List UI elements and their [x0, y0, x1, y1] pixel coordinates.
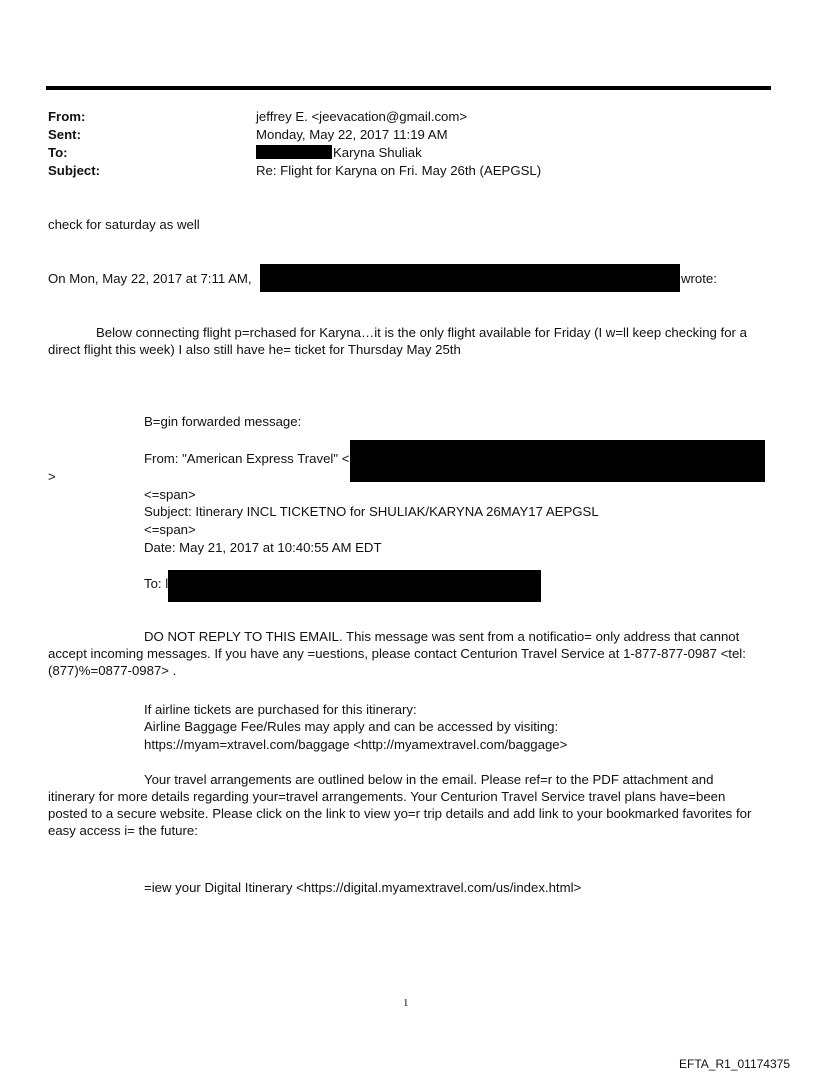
reply-text: check for saturday as well	[48, 217, 200, 232]
redaction-forward-to	[168, 570, 541, 602]
forward-begin: B=gin forwarded message:	[144, 414, 302, 429]
baggage-link: https://myam=xtravel.com/baggage <http://myamextravel.com/baggage>	[144, 737, 568, 752]
forward-subject: Subject: Itinerary INCL TICKETNO for SHULIAK/KARYNA 26MAY17 AEPGSL	[144, 504, 599, 519]
forward-from: From: "American Express Travel" <	[144, 451, 350, 466]
subject-label: Subject:	[48, 163, 101, 178]
baggage-line-1: If airline tickets are purchased for this itinerary:	[144, 702, 417, 717]
forward-gt: >	[48, 469, 56, 484]
span-line-2: <=span>	[144, 522, 196, 537]
forward-to: To: l	[144, 576, 169, 591]
baggage-line-2: Airline Baggage Fee/Rules may apply and can be accessed by visiting:	[144, 719, 559, 734]
header-rule	[46, 86, 771, 90]
sent-label: Sent:	[48, 127, 81, 142]
quote-suffix: wrote:	[681, 271, 717, 286]
page-number: 1	[403, 997, 409, 1009]
from-value: jeffrey E. <jeevacation@gmail.com>	[256, 109, 468, 124]
to-value: Karyna Shuliak	[333, 145, 422, 160]
quote-prefix: On Mon, May 22, 2017 at 7:11 AM,	[48, 271, 252, 286]
redaction-quote-sender	[260, 264, 680, 292]
digital-itinerary-link: =iew your Digital Itinerary <https://digital.myamextravel.com/us/index.html>	[144, 880, 582, 895]
span-line-1: <=span>	[144, 487, 196, 502]
redaction-to	[256, 145, 332, 159]
connecting-flight-paragraph: Below connecting flight p=rchased for Karyna…it is the only flight available for Friday (I w=ll keep checking for a direct flight this week) I also still have he= ticket for Thursday May 25th	[48, 325, 747, 357]
do-not-reply-paragraph: DO NOT REPLY TO THIS EMAIL. This message was sent from a notificatio= only address that cannot accept incoming messages. If you have any =uestions, please contact Centurion Travel Service at 1-877-877-0987 <tel:(877)%=0877-0987> .	[48, 629, 746, 678]
forward-date: Date: May 21, 2017 at 10:40:55 AM EDT	[144, 540, 382, 555]
redaction-forward-from	[350, 440, 765, 482]
subject-value: Re: Flight for Karyna on Fri. May 26th (AEPGSL)	[256, 163, 542, 178]
bates-number: EFTA_R1_01174375	[679, 1057, 790, 1071]
to-label: To:	[48, 145, 68, 160]
travel-arrangements-paragraph: Your travel arrangements are outlined below in the email. Please ref=r to the PDF attachment and itinerary for more details regarding your=travel arrangements. Your Centurion Travel Service travel plans have=been posted to a secure website. Please click on the link to view yo=r trip details and add link to your bookmarked favorites for easy access i= the future:	[48, 772, 752, 838]
sent-value: Monday, May 22, 2017 11:19 AM	[256, 127, 448, 142]
from-label: From:	[48, 109, 86, 124]
